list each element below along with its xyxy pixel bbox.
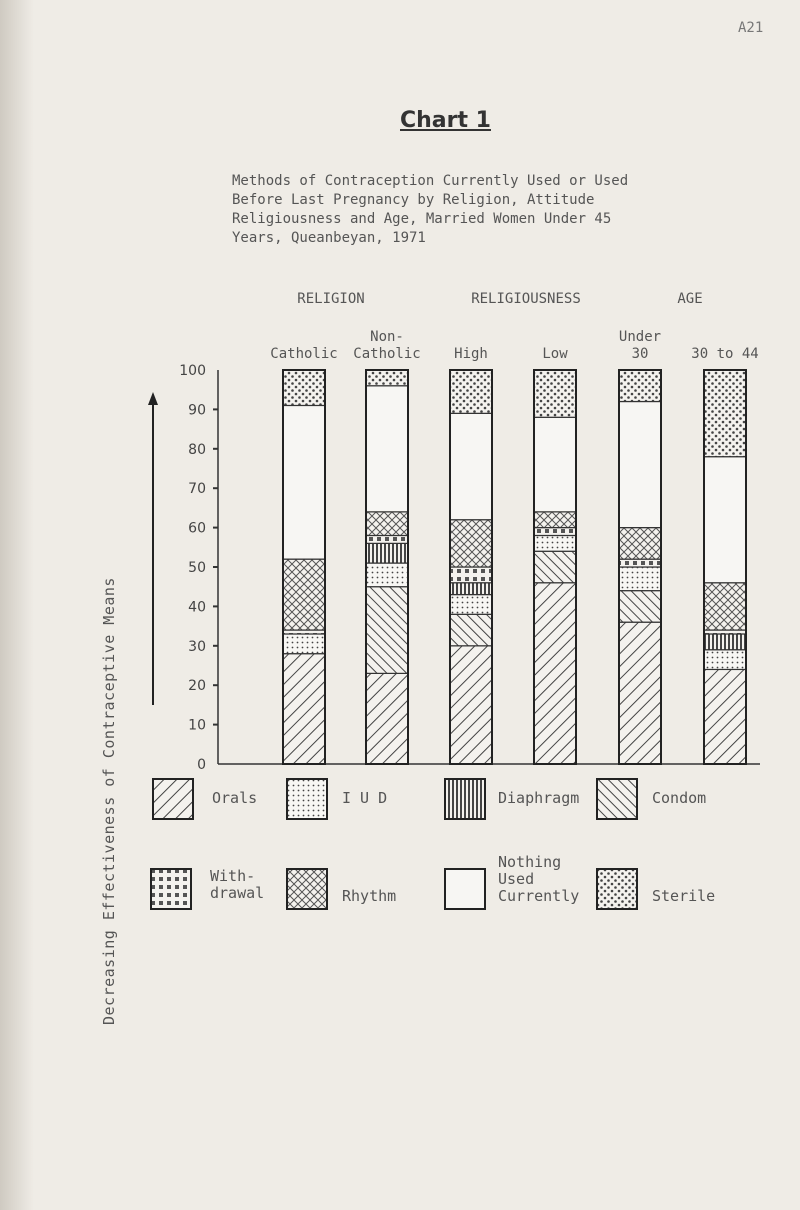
page-number: A21 [738,20,764,36]
bar-segment-nothing [704,457,746,583]
y-tick-label: 50 [188,560,206,576]
legend-label-rhythm: Rhythm [342,887,397,905]
y-axis-arrow-head [148,392,158,405]
bar-segment-iud [366,563,408,587]
legend-swatch-iud [286,778,328,820]
legend-swatch-diaphragm [444,778,486,820]
bar-segment-diaphragm [704,634,746,650]
bar-segment-withdrawal [619,559,661,567]
bar-segment-sterile [450,370,492,413]
bar-segment-rhythm [366,512,408,536]
y-tick-label: 60 [188,520,206,537]
category-label: Catholic [270,346,338,362]
bar-segment-orals [619,622,661,764]
bar-segment-sterile [534,370,576,417]
bar-segment-diaphragm [366,543,408,563]
bar-segment-orals [534,583,576,764]
bar-segment-rhythm [283,559,325,630]
category-label: Catholic [353,346,421,362]
legend-label-sterile: Sterile [652,887,716,905]
category-label: 30 [631,346,649,362]
category-label: 30 to 44 [691,346,759,362]
y-tick-label: 90 [188,402,206,419]
bar-segment-orals [366,673,408,764]
bar-segment-orals [704,669,746,764]
subtitle-line: Years, Queanbeyan, 1971 [232,230,426,246]
group-header: RELIGION [297,291,365,307]
bar-segment-rhythm [704,583,746,630]
bar-segment-nothing [534,417,576,512]
bar-segment-iud [450,595,492,615]
bar-segment-orals [450,646,492,764]
bar-segment-iud [283,634,325,654]
group-header: RELIGIOUSNESS [471,291,581,307]
bar-segment-condom [619,591,661,623]
legend-swatch-rhythm [286,868,328,910]
y-tick-label: 0 [197,757,206,773]
bar-segment-iud [534,535,576,551]
y-tick-label: 30 [188,638,206,655]
category-label: Non- [370,329,404,345]
bar-segment-sterile [283,370,325,405]
bar-segment-condom [366,587,408,674]
bar-segment-rhythm [450,520,492,567]
group-header: AGE [677,291,703,307]
category-label: High [454,346,488,362]
bar-segment-withdrawal [450,567,492,583]
bar-segment-iud [619,567,661,591]
bar-segment-condom [534,551,576,583]
category-label: Under [618,329,662,345]
legend-swatch-nothing [444,868,486,910]
legend-label-condom: Condom [652,789,707,807]
bar-segment-nothing [450,413,492,519]
legend-label-iud: I U D [342,789,388,807]
y-axis-label: Decreasing Effectiveness of Contraceptive Means [100,577,118,1025]
bar-segment-nothing [283,405,325,559]
bar-segment-condom [450,614,492,646]
y-tick-label: 70 [188,481,206,498]
bar-segment-nothing [366,386,408,512]
bar-segment-orals [283,654,325,764]
legend-swatch-withdrawal [150,868,192,910]
bar-segment-nothing [619,402,661,528]
legend-label-nothing: Nothing Used Currently [498,853,580,905]
y-tick-label: 100 [179,363,206,379]
subtitle-line: Methods of Contraception Currently Used or Used [232,173,629,189]
subtitle-line: Before Last Pregnancy by Religion, Attitude [232,192,595,208]
legend-swatch-condom [596,778,638,820]
bar-segment-withdrawal [366,535,408,543]
y-tick-label: 10 [188,717,206,734]
bar-segment-rhythm [534,512,576,528]
subtitle-line: Religiousness and Age, Married Women Under 45 [232,211,612,227]
bar-segment-rhythm [619,528,661,560]
bar-segment-diaphragm [450,583,492,595]
legend-label-diaphragm: Diaphragm [498,789,580,807]
y-tick-label: 80 [188,441,206,458]
bar-segment-sterile [619,370,661,402]
legend-swatch-sterile [596,868,638,910]
legend-swatch-orals [152,778,194,820]
legend-label-orals: Orals [212,789,258,807]
category-label: Low [542,346,568,362]
bar-segment-sterile [366,370,408,386]
chart-title: Chart 1 [400,108,491,133]
y-tick-label: 20 [188,678,206,695]
y-tick-label: 40 [188,599,206,616]
legend-label-withdrawal: With- drawal [210,867,265,902]
bar-segment-iud [704,650,746,670]
bar-segment-sterile [704,370,746,457]
bar-segment-withdrawal [534,528,576,536]
